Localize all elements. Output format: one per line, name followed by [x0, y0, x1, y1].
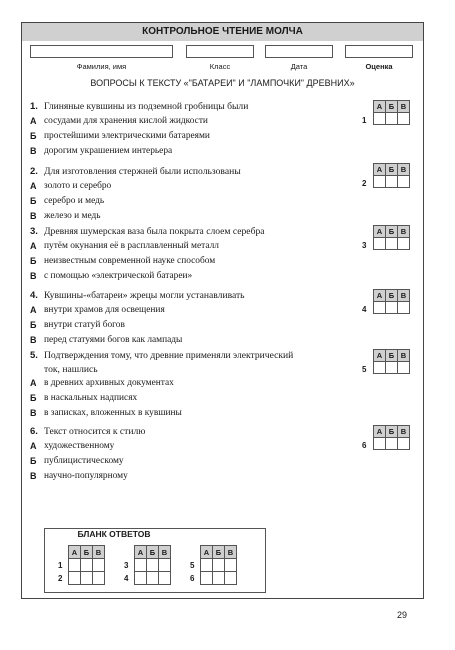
question-number-spacer	[30, 363, 44, 377]
grid-header-letter: А	[374, 426, 386, 438]
answer-grid-number: 4	[362, 305, 367, 314]
answer-checkbox[interactable]	[159, 572, 171, 585]
question-stem-line	[30, 425, 360, 439]
question-text: Подтверждения тому, что древние применяли электрический	[44, 350, 294, 361]
grid-header-letter: Б	[81, 546, 93, 559]
option-letter: Б	[30, 195, 37, 206]
answer-checkbox[interactable]	[374, 113, 386, 125]
option-text: научно-популярному	[44, 470, 128, 481]
answer-option[interactable]	[30, 239, 360, 254]
option-text: внутри статуй богов	[44, 319, 125, 330]
option-text: внутри храмов для освещения	[44, 304, 165, 315]
answer-option[interactable]	[30, 114, 360, 129]
grid-header-letter: Б	[386, 226, 398, 238]
answer-option[interactable]	[30, 376, 360, 391]
grid-header-letter: В	[398, 101, 410, 113]
answer-grid	[373, 425, 410, 450]
option-text: простейшими электрическими батареями	[44, 130, 210, 141]
class-field[interactable]	[186, 45, 254, 58]
answer-checkbox[interactable]	[374, 302, 386, 314]
question-text: Кувшины-«батареи» жрецы могли устанавливать	[44, 290, 245, 301]
answer-checkbox[interactable]	[159, 559, 171, 572]
option-text: дорогим украшением интерьера	[44, 145, 173, 156]
option-text: золото и серебро	[44, 180, 112, 191]
answer-checkbox[interactable]	[398, 362, 410, 374]
grid-header-letter: В	[93, 546, 105, 559]
answer-checkbox[interactable]	[398, 176, 410, 188]
answer-option[interactable]	[30, 209, 360, 224]
option-letter: А	[30, 240, 37, 251]
answer-grid	[373, 349, 410, 374]
answer-checkbox[interactable]	[398, 302, 410, 314]
answer-checkbox[interactable]	[386, 438, 398, 450]
answer-option[interactable]	[30, 318, 360, 333]
answer-option[interactable]	[30, 469, 360, 484]
option-text: путём окунания её в расплавленный металл	[44, 240, 219, 251]
answer-sheet-grid	[124, 545, 171, 585]
answer-checkbox[interactable]	[213, 572, 225, 585]
answer-option[interactable]	[30, 129, 360, 144]
option-text: в древних архивных документах	[44, 378, 174, 389]
option-text: в записках, вложенных в кувшины	[44, 408, 182, 419]
grid-header-letter: Б	[213, 546, 225, 559]
answer-sheet-grid	[190, 545, 237, 585]
question-3	[30, 225, 360, 284]
answer-checkbox[interactable]	[374, 238, 386, 250]
answer-checkbox[interactable]	[374, 438, 386, 450]
answer-grid-number: 5	[362, 365, 367, 374]
answer-row-number: 2	[58, 573, 63, 583]
answer-checkbox[interactable]	[386, 302, 398, 314]
answer-grid-number: 3	[362, 241, 367, 250]
answer-checkbox[interactable]	[225, 559, 237, 572]
question-text: ток, нашлись	[44, 363, 98, 375]
answer-checkbox[interactable]	[398, 238, 410, 250]
option-text: сосудами для хранения кислой жидкости	[44, 115, 208, 126]
answer-checkbox[interactable]	[386, 113, 398, 125]
grid-header-letter: Б	[386, 290, 398, 302]
grid-corner	[124, 546, 135, 559]
option-letter: В	[30, 334, 37, 345]
question-stem-line	[30, 165, 360, 179]
answer-checkbox[interactable]	[135, 559, 147, 572]
question-5	[30, 349, 360, 421]
answer-option[interactable]	[30, 144, 360, 159]
answer-row-number: 3	[124, 560, 129, 570]
worksheet-title: КОНТРОЛЬНОЕ ЧТЕНИЕ МОЛЧА	[22, 23, 423, 41]
answer-checkbox[interactable]	[201, 572, 213, 585]
question-number: 2.	[30, 166, 38, 177]
name-label: Фамилия, имя	[76, 62, 127, 71]
grid-corner	[190, 546, 201, 559]
class-label: Класс	[209, 62, 231, 71]
option-text: железо и медь	[44, 210, 101, 221]
question-stem-line	[30, 289, 360, 303]
name-field[interactable]	[30, 45, 173, 58]
option-text: неизвестным современной науке способом	[44, 255, 216, 266]
answer-checkbox[interactable]	[386, 176, 398, 188]
grid-header-letter: Б	[386, 426, 398, 438]
question-number: 6.	[30, 426, 38, 437]
answer-grid-number: 2	[362, 179, 367, 188]
question-stem-line	[30, 225, 360, 239]
grid-header-letter: Б	[386, 101, 398, 113]
answer-row-number: 5	[190, 560, 195, 570]
grid-header-letter: Б	[386, 350, 398, 362]
answer-sheet-grid	[58, 545, 105, 585]
answer-checkbox[interactable]	[225, 572, 237, 585]
answer-option[interactable]	[30, 454, 360, 469]
answer-grid-number: 1	[362, 116, 367, 125]
grid-header-letter: В	[159, 546, 171, 559]
question-number: 1.	[30, 101, 38, 112]
question-text: Глиняные кувшины из подземной гробницы были	[44, 101, 249, 112]
answer-checkbox[interactable]	[398, 113, 410, 125]
answer-checkbox[interactable]	[147, 572, 159, 585]
answer-option[interactable]	[30, 179, 360, 194]
answer-option[interactable]	[30, 194, 360, 209]
answer-checkbox[interactable]	[147, 559, 159, 572]
option-letter: В	[30, 210, 37, 221]
answer-option[interactable]	[30, 391, 360, 406]
answer-option[interactable]	[30, 439, 360, 454]
answer-checkbox[interactable]	[93, 572, 105, 585]
option-letter: А	[30, 304, 37, 315]
question-1	[30, 100, 360, 159]
answer-option[interactable]	[30, 254, 360, 269]
answer-row-number: 6	[190, 573, 195, 583]
option-letter: Б	[30, 455, 37, 466]
option-letter: А	[30, 378, 37, 389]
option-letter: Б	[30, 255, 37, 266]
answer-grid-number: 6	[362, 441, 367, 450]
grid-header-letter: Б	[147, 546, 159, 559]
grid-header-letter: А	[201, 546, 213, 559]
answer-grid	[373, 289, 410, 314]
question-stem-line	[30, 100, 360, 114]
answer-checkbox[interactable]	[201, 559, 213, 572]
page-number: 29	[397, 610, 408, 620]
answer-checkbox[interactable]	[386, 362, 398, 374]
grade-field[interactable]	[345, 45, 413, 58]
grid-header-letter: А	[374, 226, 386, 238]
grid-header-letter: В	[398, 226, 410, 238]
option-letter: В	[30, 408, 37, 419]
date-field[interactable]	[265, 45, 333, 58]
answer-checkbox[interactable]	[374, 362, 386, 374]
question-stem-line	[30, 363, 360, 377]
answer-checkbox[interactable]	[135, 572, 147, 585]
option-text: перед статуями богов как лампады	[44, 334, 183, 345]
question-number: 3.	[30, 226, 38, 237]
grid-header-letter: В	[398, 426, 410, 438]
option-letter: В	[30, 470, 37, 481]
grid-header-letter: А	[374, 290, 386, 302]
option-letter: В	[30, 270, 37, 281]
answer-option[interactable]	[30, 303, 360, 318]
answer-row-number: 4	[124, 573, 129, 583]
question-stem-line	[30, 349, 360, 363]
question-text: Для изготовления стержней были использованы	[44, 166, 241, 177]
option-letter: А	[30, 180, 37, 191]
answer-sheet-title: БЛАНК ОТВЕТОВ	[77, 529, 151, 539]
grid-header-letter: А	[135, 546, 147, 559]
grid-header-letter: В	[398, 290, 410, 302]
question-6	[30, 425, 360, 484]
grid-header-letter: Б	[386, 164, 398, 176]
option-text: публицистическому	[44, 455, 124, 466]
grid-header-letter: А	[374, 350, 386, 362]
question-2	[30, 165, 360, 224]
section-title: ВОПРОСЫ К ТЕКСТУ «"БАТАРЕИ" И "ЛАМПОЧКИ" ДРЕВНИХ»	[90, 78, 355, 88]
answer-checkbox[interactable]	[81, 572, 93, 585]
answer-checkbox[interactable]	[69, 559, 81, 572]
option-letter: Б	[30, 393, 37, 404]
grid-header-letter: А	[374, 164, 386, 176]
grid-header-letter: В	[225, 546, 237, 559]
answer-grid	[373, 163, 410, 188]
option-letter: Б	[30, 130, 37, 141]
grade-label: Оценка	[365, 62, 393, 71]
answer-grid	[373, 225, 410, 250]
option-text: с помощью «электрической батареи»	[44, 270, 193, 281]
answer-option[interactable]	[30, 269, 360, 284]
grid-header-letter: А	[69, 546, 81, 559]
option-letter: А	[30, 115, 37, 126]
grid-header-letter: В	[398, 164, 410, 176]
answer-checkbox[interactable]	[398, 438, 410, 450]
answer-grid	[373, 100, 410, 125]
grid-header-letter: А	[374, 101, 386, 113]
answer-option[interactable]	[30, 406, 360, 421]
answer-checkbox[interactable]	[374, 176, 386, 188]
answer-checkbox[interactable]	[213, 559, 225, 572]
option-text: в наскальных надписях	[44, 393, 138, 404]
grid-header-letter: В	[398, 350, 410, 362]
option-letter: В	[30, 145, 37, 156]
answer-checkbox[interactable]	[93, 559, 105, 572]
option-letter: Б	[30, 319, 37, 330]
question-number: 4.	[30, 290, 38, 301]
option-text: серебро и медь	[44, 195, 105, 206]
answer-option[interactable]	[30, 333, 360, 348]
option-text: художественному	[44, 440, 115, 451]
answer-checkbox[interactable]	[81, 559, 93, 572]
grid-corner	[58, 546, 69, 559]
date-label: Дата	[290, 62, 308, 71]
question-text: Текст относится к стилю	[44, 426, 146, 437]
answer-checkbox[interactable]	[386, 238, 398, 250]
answer-row-number: 1	[58, 560, 63, 570]
option-letter: А	[30, 440, 37, 451]
question-number: 5.	[30, 350, 38, 361]
question-text: Древняя шумерская ваза была покрыта слоем серебра	[44, 226, 265, 237]
question-4	[30, 289, 360, 348]
answer-checkbox[interactable]	[69, 572, 81, 585]
